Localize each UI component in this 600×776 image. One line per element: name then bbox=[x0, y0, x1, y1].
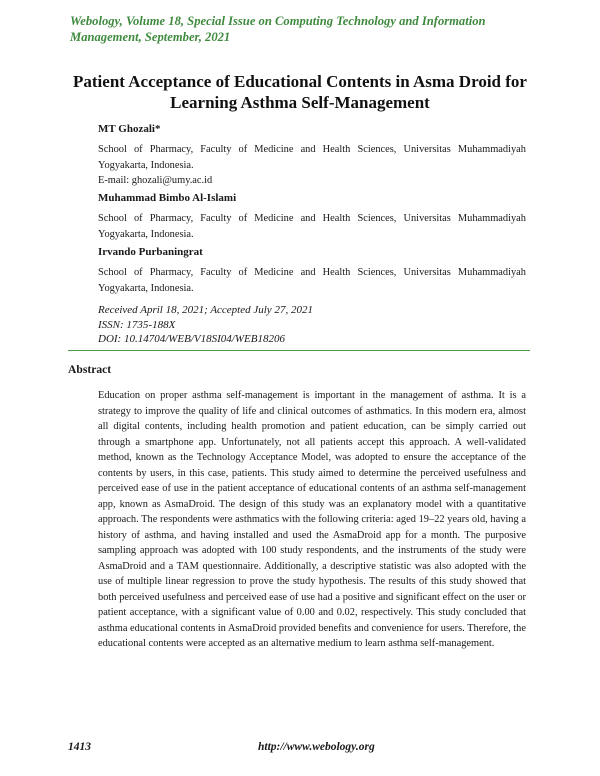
author-affiliation: School of Pharmacy, Faculty of Medicine and Health Sciences, Universitas Muhammadiyah Yogyakarta, Indonesia. bbox=[98, 213, 526, 240]
article-info bbox=[98, 303, 313, 347]
author-name: Muhammad Bimbo Al-Islami bbox=[98, 192, 237, 204]
journal-header: Webology, Volume 18, Special Issue on Computing Technology and Information Management, September, 2021 bbox=[70, 14, 486, 44]
author-block bbox=[98, 245, 526, 296]
abstract-text: Education on proper asthma self-management is important in the management of asthma. It is a strategy to improve the quality of life and clinical outcomes of asthmatics. In this modern era, almost all digital contents, including health promotion and patient education, can be simply carried out through a smartphone app. Unfortunately, not all patients accept this approach. A well-validated method, known as the Technology Acceptance Model, was adopted to ensure the acceptance of the contents by users, in this case, patients. This study aimed to determine the perceived usefulness and perceived ease of use in the patient acceptance of educational contents of an asthma self-management app, known as AsmaDroid. The design of this study was an explanatory model with a quantitative approach. The respondents were asthmatics with the following criteria: aged 19–22 years old, having a history of asthma, and having installed and used the AsmaDroid app for a month. The purposive sampling approach was adopted with 100 study respondents, and the instruments of the study were AsmaDroid and a TAM questionnaire. Additionally, a descriptive statistic was also adopted with the use of multiple linear regression to prove the study hypothesis. The results of this study showed that both perceived usefulness and perceived ease of use had a positive and significant effect on the user or patient acceptance, with a significant value of 0.00 and 0.02, respectively. This study concluded that asthma educational contents in AsmaDroid provided benefits and convenience for users. Therefore, the educational contents were accepted as an alternative medium to learn asthma self-management. bbox=[98, 390, 526, 649]
page-number: 1413 bbox=[68, 741, 91, 753]
author-email: E-mail: ghozali@umy.ac.id bbox=[98, 175, 213, 187]
author-name: MT Ghozali* bbox=[98, 123, 161, 135]
author-affiliation: School of Pharmacy, Faculty of Medicine and Health Sciences, Universitas Muhammadiyah Yogyakarta, Indonesia. bbox=[98, 267, 526, 294]
section-divider bbox=[68, 350, 530, 351]
paper-title: Patient Acceptance of Educational Contents in Asma Droid for Learning Asthma Self-Management bbox=[73, 72, 527, 112]
article-doi: DOI: 10.14704/WEB/V18SI04/WEB18206 bbox=[98, 333, 285, 345]
abstract-heading: Abstract bbox=[68, 363, 112, 376]
author-block bbox=[98, 191, 526, 242]
journal-url-link[interactable]: http://www.webology.org bbox=[258, 741, 375, 753]
author-block bbox=[98, 122, 526, 189]
article-issn: ISSN: 1735-188X bbox=[98, 318, 176, 331]
author-affiliation: School of Pharmacy, Faculty of Medicine and Health Sciences, Universitas Muhammadiyah Yogyakarta, Indonesia. bbox=[98, 144, 526, 171]
author-name: Irvando Purbaningrat bbox=[98, 246, 203, 258]
article-dates: Received April 18, 2021; Accepted July 27, 2021 bbox=[98, 304, 313, 316]
